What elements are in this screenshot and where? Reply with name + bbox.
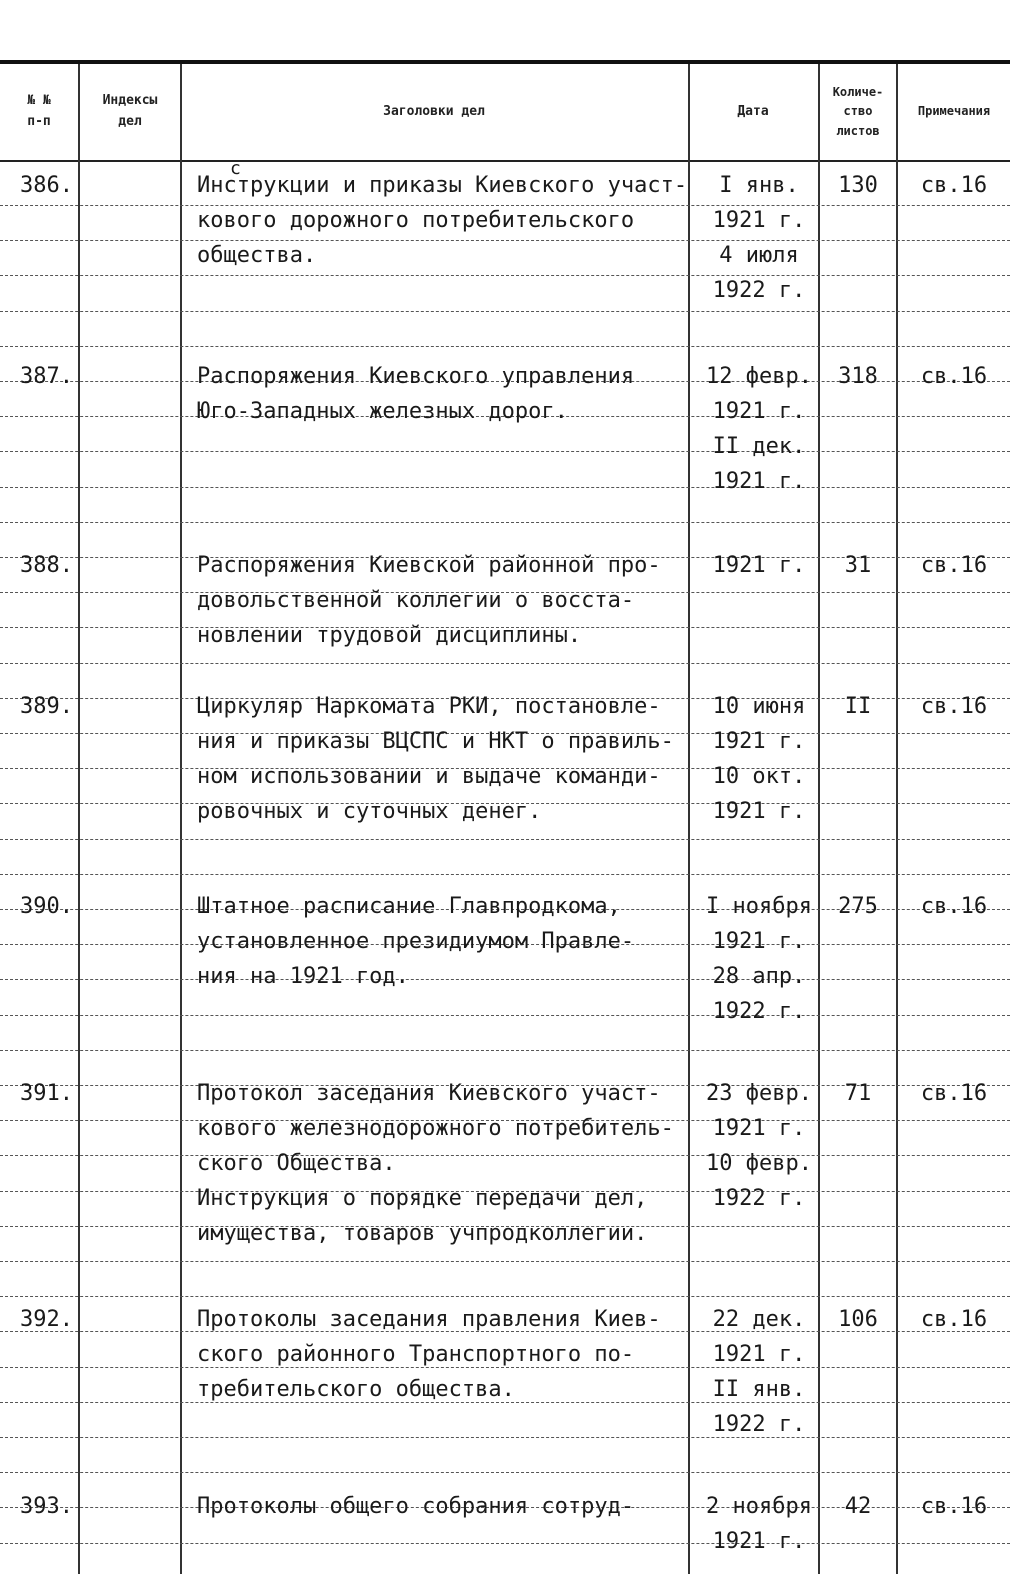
record-title-line: довольственной коллегии о восста- — [197, 588, 635, 613]
record-date-line: 1921 г. — [712, 929, 806, 954]
ruled-line — [0, 522, 1010, 523]
record-sheet-count: II — [844, 694, 872, 719]
record-title-line: Циркуляр Наркомата РКИ, постановле- — [197, 694, 661, 719]
record-title-line: установленное президиумом Правле- — [197, 929, 635, 954]
header-sheet-count: Количе- ство листов — [832, 85, 884, 138]
record-date-line: 1921 г. — [712, 729, 806, 754]
record-date-line: II дек. — [712, 434, 806, 459]
record-date-line: 4 июля — [719, 243, 799, 268]
record-date-line: 1921 г. — [712, 1342, 806, 1367]
record-title-line: Протоколы заседания правления Киев- — [197, 1307, 661, 1332]
record-title-line: Юго-Западных железных дорог. — [197, 399, 568, 424]
record-note: св.16 — [920, 1494, 988, 1519]
record-sheet-count: 31 — [844, 553, 872, 578]
record-title-line: Протокол заседания Киевского участ- — [197, 1081, 661, 1106]
record-number: 387. — [20, 364, 73, 389]
record-sheet-count: 106 — [838, 1307, 878, 1332]
record-number: 388. — [20, 553, 73, 578]
ruled-line — [0, 240, 1010, 241]
header-index: Индексы дел — [102, 93, 158, 129]
handwritten-correction: с — [230, 158, 241, 179]
record-title-line: ния на 1921 год. — [197, 964, 409, 989]
record-date-line: 10 июня — [712, 694, 806, 719]
ruled-line — [0, 1015, 1010, 1016]
record-title-line: требительского общества. — [197, 1377, 515, 1402]
column-divider — [180, 64, 182, 1574]
record-date-line: I ноября — [706, 894, 812, 919]
ruled-line — [0, 487, 1010, 488]
record-date-line: 10 окт. — [712, 764, 806, 789]
record-date-line: 2 ноября — [706, 1494, 812, 1519]
record-date-line: 1922 г. — [712, 278, 806, 303]
record-title-line: ского Общества. — [197, 1151, 396, 1176]
ruled-line — [0, 275, 1010, 276]
ruled-line — [0, 1437, 1010, 1438]
record-date-line: 1922 г. — [712, 1186, 806, 1211]
record-title-line: Штатное расписание Главпродкома, — [197, 894, 621, 919]
ruled-line — [0, 663, 1010, 664]
record-title-line: новлении трудовой дисциплины. — [197, 623, 582, 648]
record-title-line: ном использовании и выдаче команди- — [197, 764, 661, 789]
header-number: № № п-п — [27, 93, 51, 129]
record-date-line: 22 дек. — [712, 1307, 806, 1332]
record-date-line: 1922 г. — [712, 999, 806, 1024]
record-date-line: 1921 г. — [712, 399, 806, 424]
record-date-line: II янв. — [712, 1377, 806, 1402]
record-number: 389. — [20, 694, 73, 719]
record-title-line: общества. — [197, 243, 317, 268]
record-date-line: 12 февр. — [706, 364, 812, 389]
record-note: св.16 — [920, 364, 988, 389]
record-sheet-count: 318 — [838, 364, 878, 389]
record-title-line: ского районного Транспортного по- — [197, 1342, 635, 1367]
record-date-line: 1921 г. — [712, 1529, 806, 1554]
record-date-line: 1921 г. — [712, 799, 806, 824]
record-date-line: I янв. — [719, 173, 799, 198]
record-note: св.16 — [920, 1307, 988, 1332]
record-date-line: 1921 г. — [712, 1116, 806, 1141]
header-date: Дата — [737, 103, 769, 119]
record-sheet-count: 275 — [838, 894, 878, 919]
record-date-line: 28 апр. — [712, 964, 806, 989]
table-header — [0, 64, 1010, 162]
ruled-line — [0, 839, 1010, 840]
record-sheet-count: 130 — [838, 173, 878, 198]
ruled-line — [0, 1543, 1010, 1544]
record-title-line: Распоряжения Киевской районной про- — [197, 553, 661, 578]
record-date-line: 1921 г. — [712, 208, 806, 233]
record-note: св.16 — [920, 173, 988, 198]
record-number: 393. — [20, 1494, 73, 1519]
column-divider — [78, 64, 80, 1574]
record-date-line: 10 февр. — [706, 1151, 812, 1176]
record-title-line: ния и приказы ВЦСПС и НКТ о правиль- — [197, 729, 674, 754]
record-date-line: 23 февр. — [706, 1081, 812, 1106]
record-sheet-count: 42 — [844, 1494, 872, 1519]
header-notes: Примечания — [917, 104, 991, 119]
record-sheet-count: 71 — [844, 1081, 872, 1106]
record-note: св.16 — [920, 694, 988, 719]
record-title-line: Протоколы общего собрания сотруд- — [197, 1494, 635, 1519]
ruled-line — [0, 451, 1010, 452]
ruled-line — [0, 1050, 1010, 1051]
record-note: св.16 — [920, 894, 988, 919]
record-number: 392. — [20, 1307, 73, 1332]
ruled-line — [0, 346, 1010, 347]
record-date-line: 1921 г. — [712, 553, 806, 578]
ruled-line — [0, 1296, 1010, 1297]
record-date-line: 1922 г. — [712, 1412, 806, 1437]
ruled-line — [0, 205, 1010, 206]
record-title-line: кового железнодорожного потребитель- — [197, 1116, 674, 1141]
header-titles: Заголовки дел — [383, 103, 485, 119]
record-title-line: кового дорожного потребительского — [197, 208, 635, 233]
record-title-line: Инструкции и приказы Киевского участ- — [197, 173, 688, 198]
record-title-line: Распоряжения Киевского управления — [197, 364, 635, 389]
column-divider — [896, 64, 898, 1574]
record-title-line: ровочных и суточных денег. — [197, 799, 542, 824]
ruled-line — [0, 311, 1010, 312]
ruled-line — [0, 1261, 1010, 1262]
record-note: св.16 — [920, 553, 988, 578]
ruled-line — [0, 874, 1010, 875]
record-title-line: Инструкция о порядке передачи дел, — [197, 1186, 648, 1211]
record-date-line: 1921 г. — [712, 469, 806, 494]
record-title-line: имущества, товаров учпродколлегии. — [197, 1221, 648, 1246]
record-number: 386. — [20, 173, 73, 198]
record-note: св.16 — [920, 1081, 988, 1106]
record-number: 391. — [20, 1081, 73, 1106]
ruled-line — [0, 1472, 1010, 1473]
record-number: 390. — [20, 894, 73, 919]
